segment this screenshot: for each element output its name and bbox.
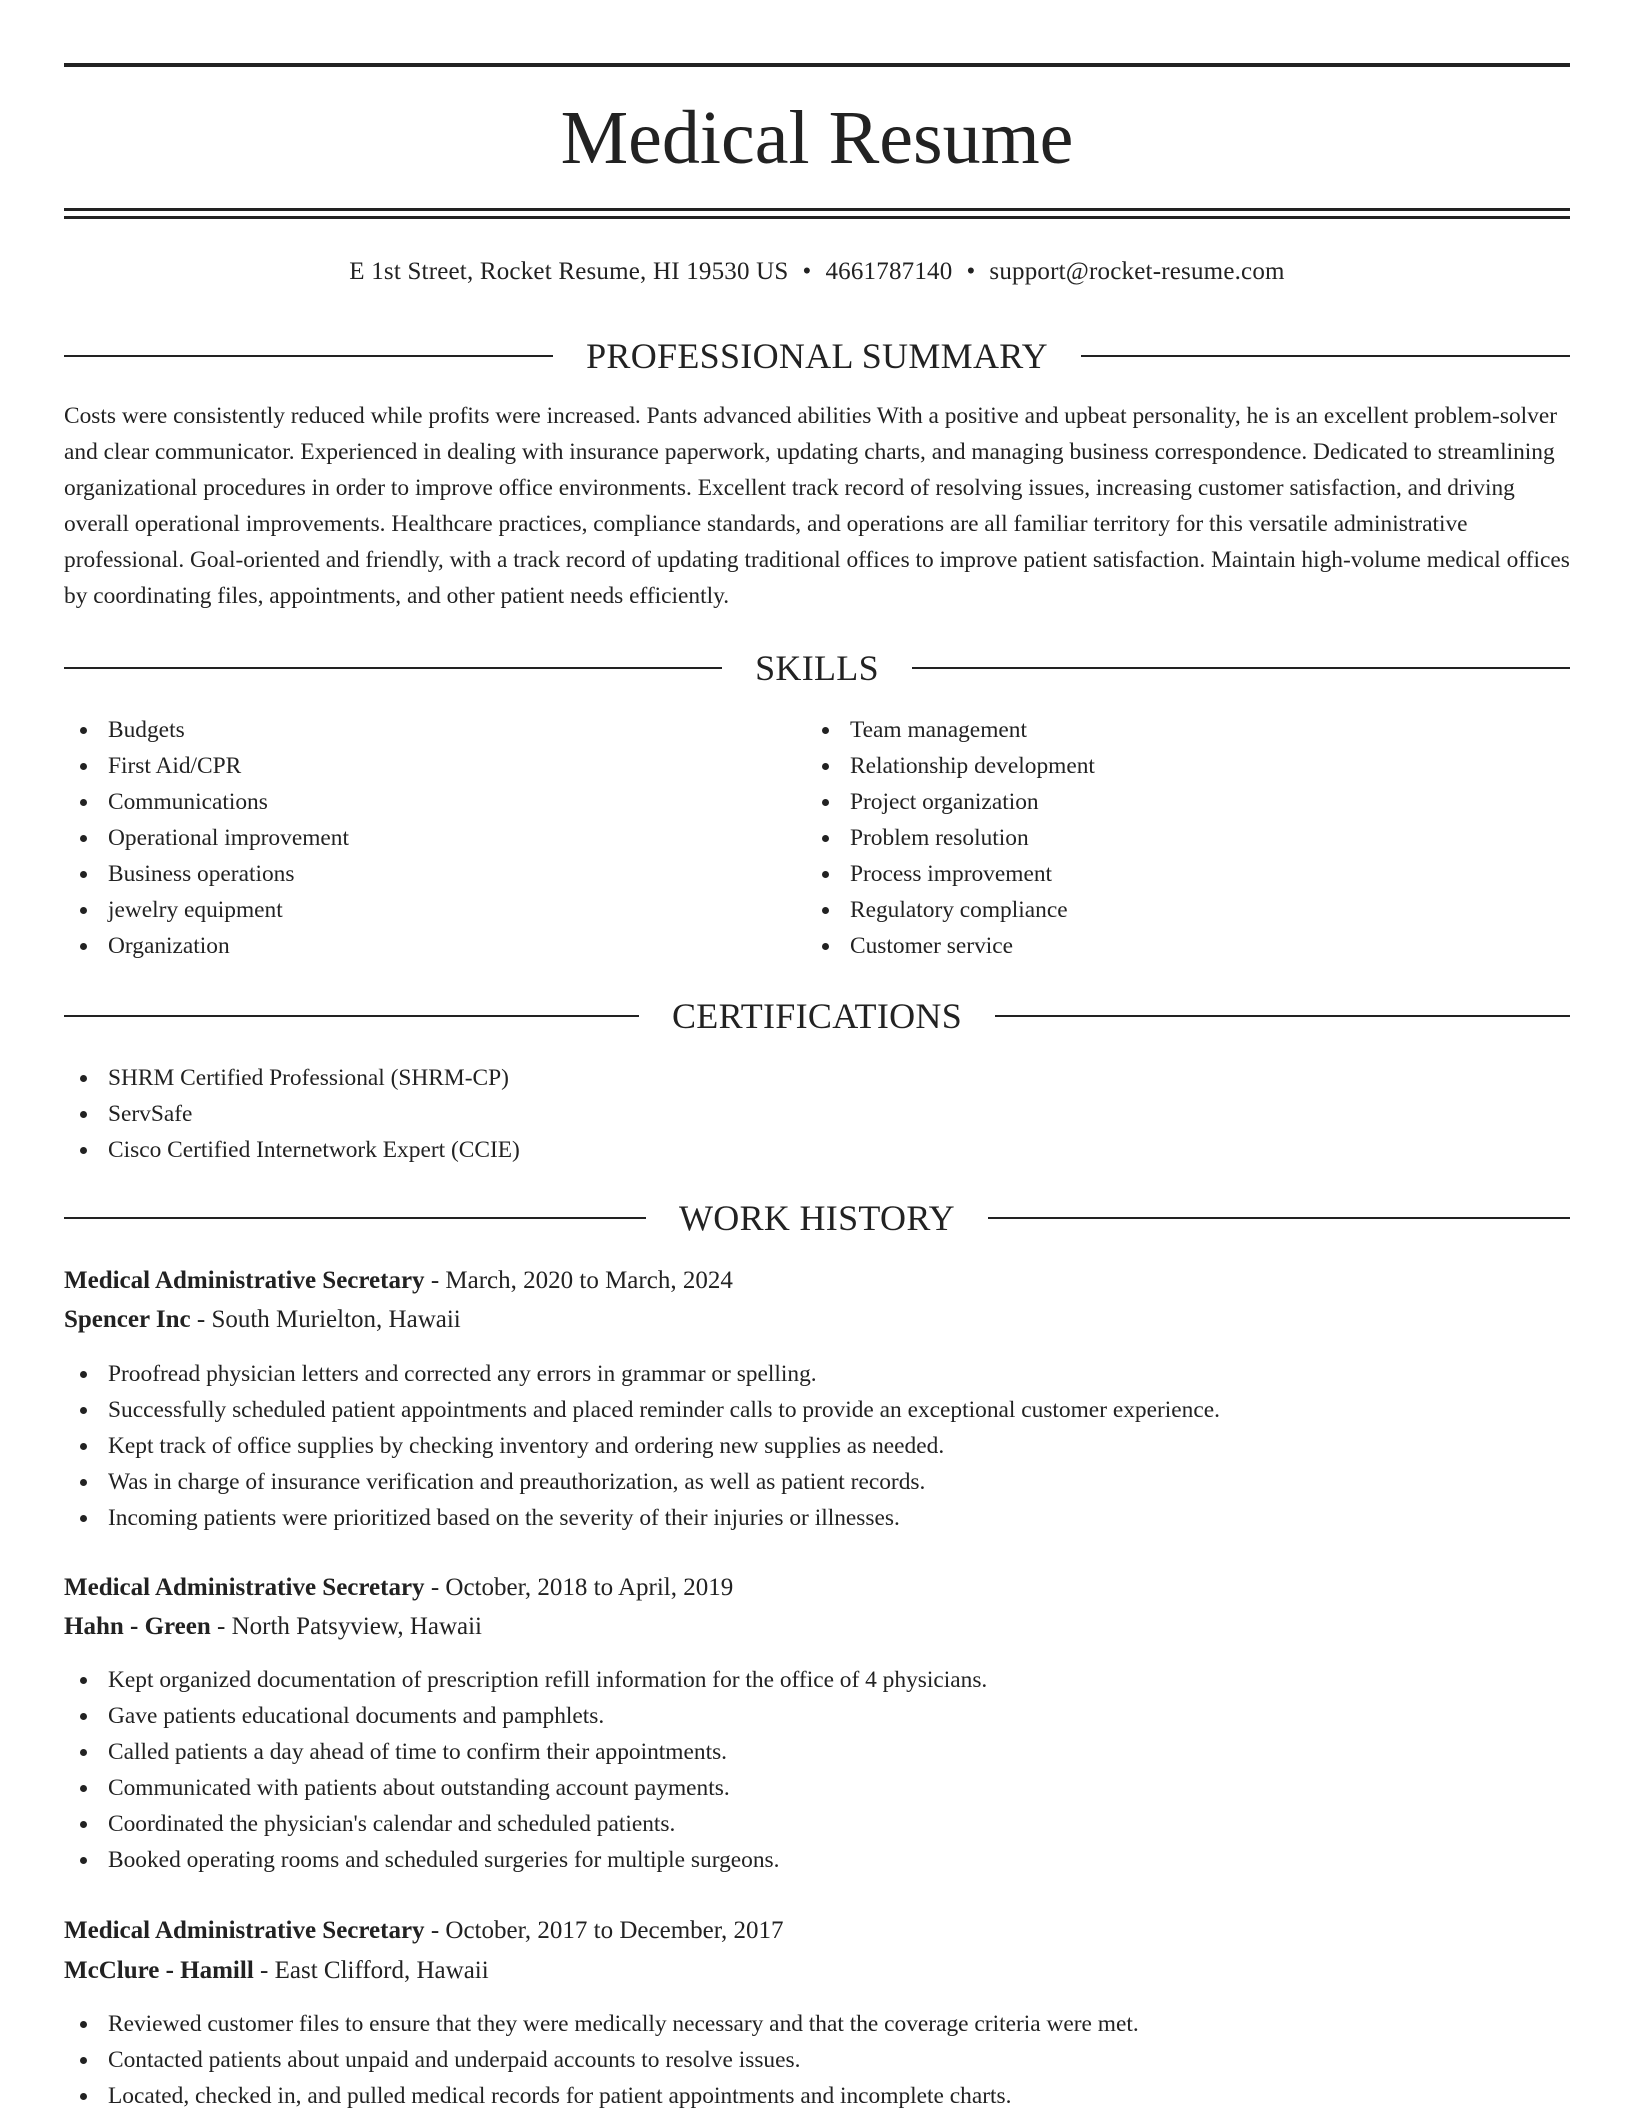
contact-address: E 1st Street, Rocket Resume, HI 19530 US bbox=[349, 258, 789, 285]
job-title-line bbox=[64, 1569, 1570, 1607]
job-duties-list bbox=[64, 1356, 1220, 1536]
list-item: Booked operating rooms and scheduled surgeries for multiple surgeons. bbox=[64, 1842, 987, 1878]
top-rule bbox=[64, 63, 1570, 67]
list-item: Coordinated the physician's calendar and scheduled patients. bbox=[64, 1806, 987, 1842]
heading-rule-left bbox=[64, 355, 553, 357]
list-item: First Aid/CPR bbox=[64, 748, 349, 784]
list-item: Project organization bbox=[806, 784, 1095, 820]
list-item: Successfully scheduled patient appointments and placed reminder calls to provide an exceptional customer experience. bbox=[64, 1392, 1220, 1428]
resume-name: Medical Resume bbox=[560, 96, 1074, 180]
list-item: jewelry equipment bbox=[64, 892, 349, 928]
header-rule-lower bbox=[64, 216, 1570, 219]
contact-separator: • bbox=[966, 258, 976, 285]
job-title-line bbox=[64, 1912, 1570, 1950]
header-rule-upper bbox=[64, 208, 1570, 211]
job-company: Spencer Inc bbox=[64, 1306, 191, 1333]
list-item: Customer service bbox=[806, 928, 1095, 964]
job-location: - East Clifford, Hawaii bbox=[253, 1957, 489, 1984]
job-title: Medical Administrative Secretary bbox=[64, 1267, 425, 1294]
work-history-heading bbox=[64, 1196, 1570, 1240]
job-title-line bbox=[64, 1262, 1570, 1300]
list-item: Was in charge of insurance verification and preauthorization, as well as patient records. bbox=[64, 1464, 1220, 1500]
list-item: Communicated with patients about outstanding account payments. bbox=[64, 1770, 987, 1806]
heading-rule-right bbox=[988, 1217, 1570, 1219]
list-item: SHRM Certified Professional (SHRM-CP) bbox=[64, 1060, 520, 1096]
skills-list-right bbox=[806, 712, 1095, 964]
job-dates: - October, 2017 to December, 2017 bbox=[424, 1917, 784, 1944]
list-item: Contacted patients about unpaid and underpaid accounts to resolve issues. bbox=[64, 2042, 1139, 2078]
list-item: Team management bbox=[806, 712, 1095, 748]
job-company: Hahn - Green bbox=[64, 1613, 211, 1640]
skills-list-left bbox=[64, 712, 349, 964]
summary-heading bbox=[64, 334, 1570, 378]
list-item: Reviewed customer files to ensure that they were medically necessary and that the coverage criteria were met. bbox=[64, 2006, 1139, 2042]
contact-separator: • bbox=[802, 258, 812, 285]
list-item: Communications bbox=[64, 784, 349, 820]
summary-heading-title: PROFESSIONAL SUMMARY bbox=[586, 336, 1048, 376]
job-title: Medical Administrative Secretary bbox=[64, 1917, 425, 1944]
list-item: Business operations bbox=[64, 856, 349, 892]
skills-heading bbox=[64, 646, 1570, 690]
contact-email: support@rocket-resume.com bbox=[989, 258, 1285, 285]
job-duties-list bbox=[64, 2006, 1139, 2114]
job-duties-list bbox=[64, 1662, 987, 1878]
job-company-line bbox=[64, 1608, 1570, 1646]
skills-heading-title: SKILLS bbox=[755, 648, 879, 688]
heading-rule-right bbox=[912, 667, 1570, 669]
list-item: Budgets bbox=[64, 712, 349, 748]
heading-rule-left bbox=[64, 667, 722, 669]
job-company: McClure - Hamill bbox=[64, 1957, 254, 1984]
list-item: Proofread physician letters and corrected any errors in grammar or spelling. bbox=[64, 1356, 1220, 1392]
job-location: - South Murielton, Hawaii bbox=[190, 1306, 461, 1333]
list-item: Kept track of office supplies by checking inventory and ordering new supplies as needed. bbox=[64, 1428, 1220, 1464]
contact-phone: 4661787140 bbox=[825, 258, 953, 285]
job-dates: - October, 2018 to April, 2019 bbox=[424, 1574, 734, 1601]
list-item: Problem resolution bbox=[806, 820, 1095, 856]
certifications-list bbox=[64, 1060, 520, 1168]
heading-rule-left bbox=[64, 1015, 639, 1017]
list-item: Kept organized documentation of prescription refill information for the office of 4 physicians. bbox=[64, 1662, 987, 1698]
job-title: Medical Administrative Secretary bbox=[64, 1574, 425, 1601]
certifications-heading-title: CERTIFICATIONS bbox=[671, 996, 963, 1036]
list-item: Process improvement bbox=[806, 856, 1095, 892]
list-item: ServSafe bbox=[64, 1096, 520, 1132]
job-company-line bbox=[64, 1301, 1570, 1339]
job-dates: - March, 2020 to March, 2024 bbox=[424, 1267, 733, 1294]
summary-text: Costs were consistently reduced while profits were increased. Pants advanced abilities With a positive and upbeat personality, he is an excellent problem-solver and clear communicator. Experienced in dealing with insurance paperwork, updating charts, and managing business correspondence. Dedicated to streamlining organizational procedures in order to improve office environments. Excellent track record of resolving issues, increasing customer satisfaction, and driving overall operational improvements. Healthcare practices, compliance standards, and operations are all familiar territory for this versatile administrative professional. Goal-oriented and friendly, with a track record of updating traditional offices to improve patient satisfaction. Maintain high-volume medical offices by coordinating files, appointments, and other patient needs efficiently. bbox=[64, 403, 1570, 609]
job-location: - North Patsyview, Hawaii bbox=[210, 1613, 483, 1640]
list-item: Operational improvement bbox=[64, 820, 349, 856]
contact-line bbox=[64, 254, 1570, 290]
heading-rule-right bbox=[995, 1015, 1570, 1017]
list-item: Organization bbox=[64, 928, 349, 964]
work-history-heading-title: WORK HISTORY bbox=[679, 1198, 955, 1238]
certifications-heading bbox=[64, 994, 1570, 1038]
heading-rule-left bbox=[64, 1217, 646, 1219]
job-company-line bbox=[64, 1952, 1570, 1990]
list-item: Gave patients educational documents and pamphlets. bbox=[64, 1698, 987, 1734]
list-item: Incoming patients were prioritized based on the severity of their injuries or illnesses. bbox=[64, 1500, 1220, 1536]
heading-rule-right bbox=[1081, 355, 1570, 357]
list-item: Called patients a day ahead of time to confirm their appointments. bbox=[64, 1734, 987, 1770]
list-item: Regulatory compliance bbox=[806, 892, 1095, 928]
list-item: Cisco Certified Internetwork Expert (CCIE) bbox=[64, 1132, 520, 1168]
list-item: Located, checked in, and pulled medical records for patient appointments and incomplete charts. bbox=[64, 2078, 1139, 2114]
list-item: Relationship development bbox=[806, 748, 1095, 784]
